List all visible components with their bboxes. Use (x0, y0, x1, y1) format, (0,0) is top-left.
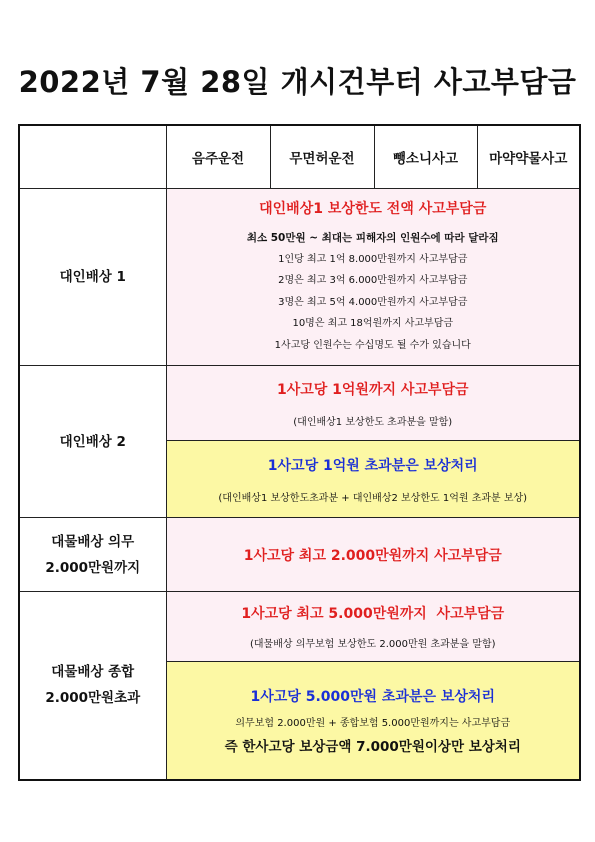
row-label: 대인배상 2 (19, 366, 166, 518)
page-title: 2022년 7월 28일 개시건부터 사고부담금 (18, 65, 577, 99)
row-content (166, 592, 580, 662)
content-note: (대인배상1 보상한도 초과분을 말함) (293, 416, 453, 428)
content-heading: 1사고당 5.000만원 초과분은 보상처리 (250, 688, 495, 705)
content-line: 3명은 최고 5억 4.000만원까지 사고부담금 (278, 296, 468, 308)
content-heading: 대인배상1 보상한도 전액 사고부담금 (259, 200, 487, 217)
row-content (166, 189, 580, 366)
corner-cell (19, 125, 166, 189)
content-note: (대물배상 의무보험 보상한도 2.000만원 초과분을 말함) (249, 639, 496, 650)
row-property-comprehensive-a (19, 592, 580, 662)
row-label: 대인배상 1 (19, 189, 166, 366)
content-subheading: 최소 50만원 ~ 최대는 피해자의 인원수에 따라 달라짐 (246, 231, 499, 244)
content-line: 10명은 최고 18억원까지 사고부담금 (292, 318, 454, 330)
content-line: 2명은 최고 3억 6.000만원까지 사고부담금 (278, 275, 468, 287)
row-property-mandatory (19, 518, 580, 592)
content-heading: 1사고당 최고 2.000만원까지 사고부담금 (243, 547, 502, 564)
row-label-line: 대물배상 의무 (51, 533, 135, 550)
row-label-line: 2.000만원초과 (45, 690, 141, 707)
row-content (166, 366, 580, 441)
content-emphasis: 즉 한사고당 보상금액 7.000만원이상만 보상처리 (224, 738, 521, 755)
content-note: 의무보험 2.000만원 + 종합보험 5.000만원까지는 사고부담금 (235, 717, 511, 729)
accident-charge-table (18, 124, 581, 781)
row-content-highlight (166, 662, 580, 780)
row-label (19, 592, 166, 780)
row-label-line: 2.000만원까지 (45, 559, 141, 576)
column-header: 마약약물사고 (477, 125, 580, 189)
content-line: 1인당 최고 1억 8.000만원까지 사고부담금 (278, 253, 468, 265)
content-heading: 1사고당 최고 5.000만원까지 사고부담금 (241, 606, 505, 622)
content-note: (대인배상1 보상한도초과분 + 대인배상2 보상한도 1억원 초과분 보상) (218, 492, 528, 504)
content-heading: 1사고당 1억원 초과분은 보상처리 (267, 457, 478, 474)
row-label (19, 518, 166, 592)
content-heading: 1사고당 1억원까지 사고부담금 (276, 381, 469, 398)
row-label-line: 대물배상 종합 (51, 664, 135, 681)
column-header: 무면허운전 (270, 125, 374, 189)
row-bodily-2a (19, 366, 580, 441)
header-row (19, 125, 580, 189)
column-header: 음주운전 (166, 125, 270, 189)
column-header: 뺑소니사고 (374, 125, 477, 189)
row-content-highlight (166, 441, 580, 518)
row-bodily-1 (19, 189, 580, 366)
row-content (166, 518, 580, 592)
content-line: 1사고당 인원수는 수십명도 될 수가 있습니다 (274, 339, 471, 351)
